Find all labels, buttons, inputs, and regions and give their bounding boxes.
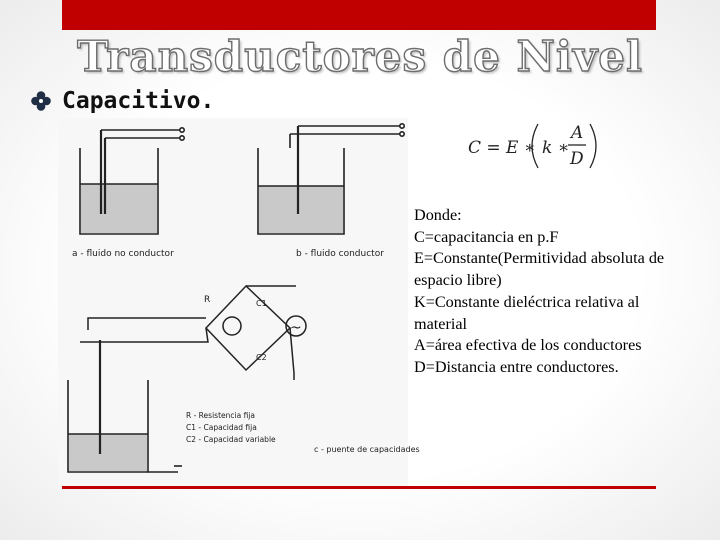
slide-title: Transductores de Nivel xyxy=(77,32,643,81)
description-heading: Donde: xyxy=(414,206,462,224)
tank-a-label: a - fluido no conductor xyxy=(72,249,174,259)
description-line: C=capacitancia en p.F xyxy=(414,227,559,246)
formula-lhs: C = E ∗ xyxy=(468,138,536,158)
legend-item-r: R - Resistencia fija xyxy=(186,411,255,420)
formula-k: k ∗ xyxy=(542,138,570,158)
bullet-item xyxy=(30,88,214,114)
component-r-label: R xyxy=(204,295,211,305)
tank-b-label: b - fluido conductor xyxy=(296,249,384,259)
legend-item-c1: C1 - Capacidad fija xyxy=(186,423,257,432)
formula-denominator: D xyxy=(570,149,584,169)
description-line: A=área efectiva de los conductores xyxy=(414,336,642,355)
component-c1-label: C1 xyxy=(256,299,267,308)
bullet-text: Capacitivo. xyxy=(62,88,215,114)
source-symbol: ~ xyxy=(290,320,302,336)
top-accent-bar xyxy=(62,0,656,30)
tank-c-label: c - puente de capacidades xyxy=(314,445,420,454)
bottom-accent-line xyxy=(62,486,656,489)
legend-item-c2: C2 - Capacidad variable xyxy=(186,435,276,444)
description-line: K=Constante dieléctrica relativa al material xyxy=(414,292,640,333)
level-sensor-schematic xyxy=(58,118,420,486)
capacitance-formula xyxy=(462,118,612,174)
variable-descriptions xyxy=(414,205,689,379)
component-c2-label: C2 xyxy=(256,353,267,362)
formula-numerator: A xyxy=(571,123,584,143)
description-line: E=Constante(Permitividad absoluta de espacio libre) xyxy=(414,249,665,290)
description-line: D=Distancia entre conductores. xyxy=(414,357,619,376)
diamond-bullet-icon xyxy=(30,90,52,112)
